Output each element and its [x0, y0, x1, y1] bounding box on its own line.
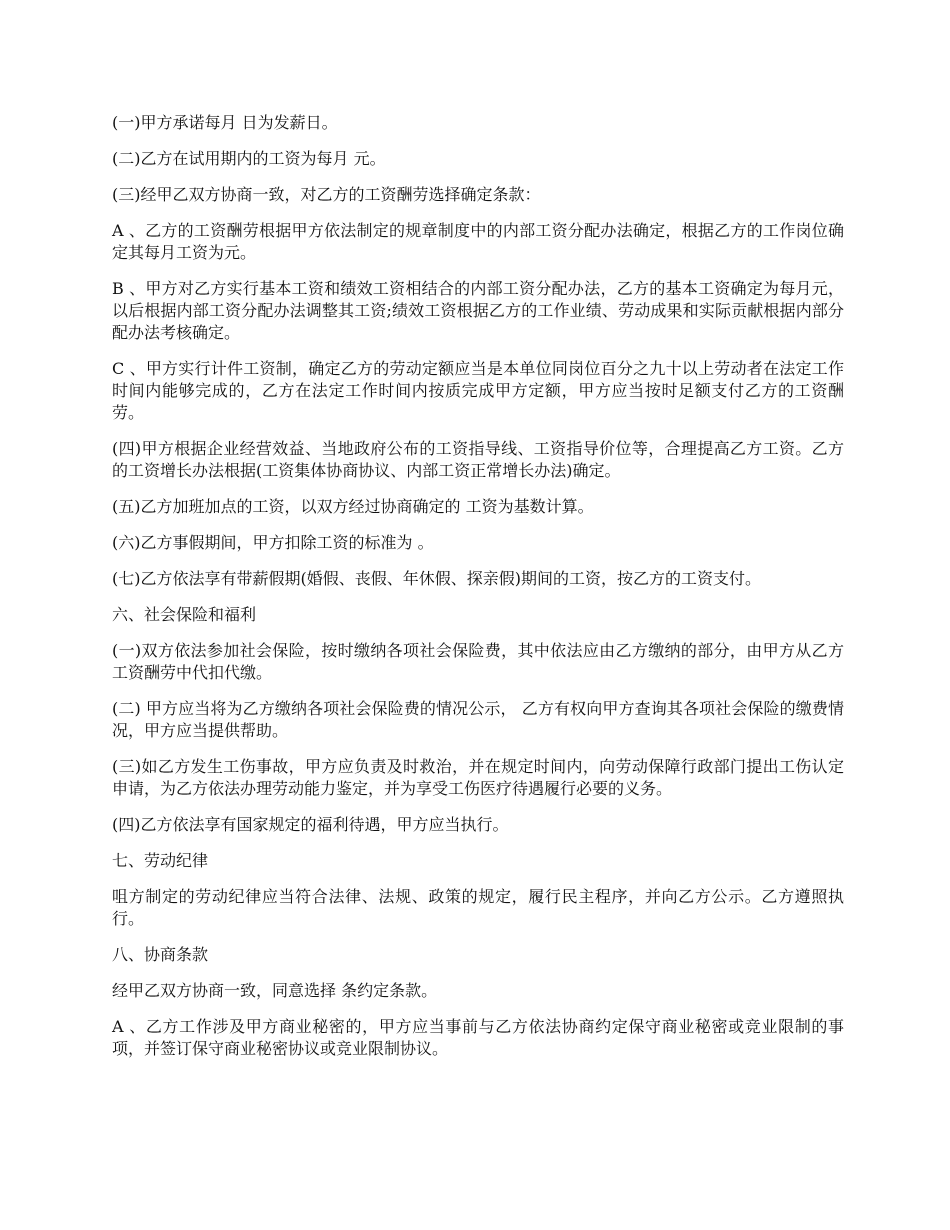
clause-trade-secret: A 、乙方工作涉及甲方商业秘密的，甲方应当事前与乙方依法协商约定保守商业秘密或竞业限制的事项，并签订保守商业秘密协议或竞业限制协议。 — [112, 1017, 844, 1058]
clause-personal-leave: (六)乙方事假期间，甲方扣除工资的标准为 。 — [112, 533, 434, 552]
clause-work-injury: (三)如乙方发生工伤事故，甲方应负责及时救治，并在规定时间内，向劳动保障行政部门提出工伤认定申请，为乙方依法办理劳动能力鉴定，并为享受工伤医疗待遇履行必要的义务。 — [112, 757, 844, 798]
section-heading-labor-discipline: 七、劳动纪律 — [112, 851, 209, 870]
clause-wage-options-intro: (三)经甲乙双方协商一致，对乙方的工资酬劳选择确定条款： — [112, 185, 541, 204]
section-heading-negotiated-terms: 八、协商条款 — [112, 945, 209, 964]
clause-option-b: B 、甲方对乙方实行基本工资和绩效工资相结合的内部工资分配办法，乙方的基本工资确定为每月元，以后根据内部工资分配办法调整其工资;绩效工资根据乙方的工作业绩、劳动成果和实际贡献根据内部分配办法考核确定。 — [112, 279, 844, 342]
clause-insurance-participation: (一)双方依法参加社会保险，按时缴纳各项社会保险费，其中依法应由乙方缴纳的部分，由甲方从乙方工资酬劳中代扣代缴。 — [112, 641, 844, 682]
clause-discipline: 咀方制定的劳动纪律应当符合法律、法规、政策的规定，履行民主程序，并向乙方公示。乙方遵照执行。 — [112, 887, 844, 928]
clause-negotiated-selection: 经甲乙双方协商一致，同意选择 条约定条款。 — [112, 981, 438, 1000]
clause-option-a: A 、乙方的工资酬劳根据甲方依法制定的规章制度中的内部工资分配办法确定，根据乙方的工作岗位确定其每月工资为元。 — [112, 221, 844, 262]
section-heading-social-insurance: 六、社会保险和福利 — [112, 605, 257, 624]
document-body — [112, 112, 844, 1074]
clause-option-c: C 、甲方实行计件工资制，确定乙方的劳动定额应当是本单位同岗位百分之九十以上劳动者在法定工作时间内能够完成的，乙方在法定工作时间内按质完成甲方定额，甲方应当按时足额支付乙方的工资酬劳。 — [112, 359, 844, 422]
clause-overtime-wage: (五)乙方加班加点的工资，以双方经过协商确定的 工资为基数计算。 — [112, 497, 594, 516]
clause-insurance-disclosure: (二) 甲方应当将为乙方缴纳各项社会保险费的情况公示， 乙方有权向甲方查询其各项社会保险的缴费情况，甲方应当提供帮助。 — [112, 699, 844, 740]
clause-welfare: (四)乙方依法享有国家规定的福利待遇，甲方应当执行。 — [112, 815, 509, 834]
clause-paid-leave: (七)乙方依法享有带薪假期(婚假、丧假、年休假、探亲假)期间的工资，按乙方的工资支付。 — [112, 569, 761, 588]
clause-payday: (一)甲方承诺每月 日为发薪日。 — [112, 113, 338, 132]
clause-probation-wage: (二)乙方在试用期内的工资为每月 元。 — [112, 149, 386, 168]
clause-wage-increase: (四)甲方根据企业经营效益、当地政府公布的工资指导线、工资指导价位等，合理提高乙方工资。乙方的工资增长办法根据(工资集体协商协议、内部工资正常增长办法)确定。 — [112, 439, 844, 480]
